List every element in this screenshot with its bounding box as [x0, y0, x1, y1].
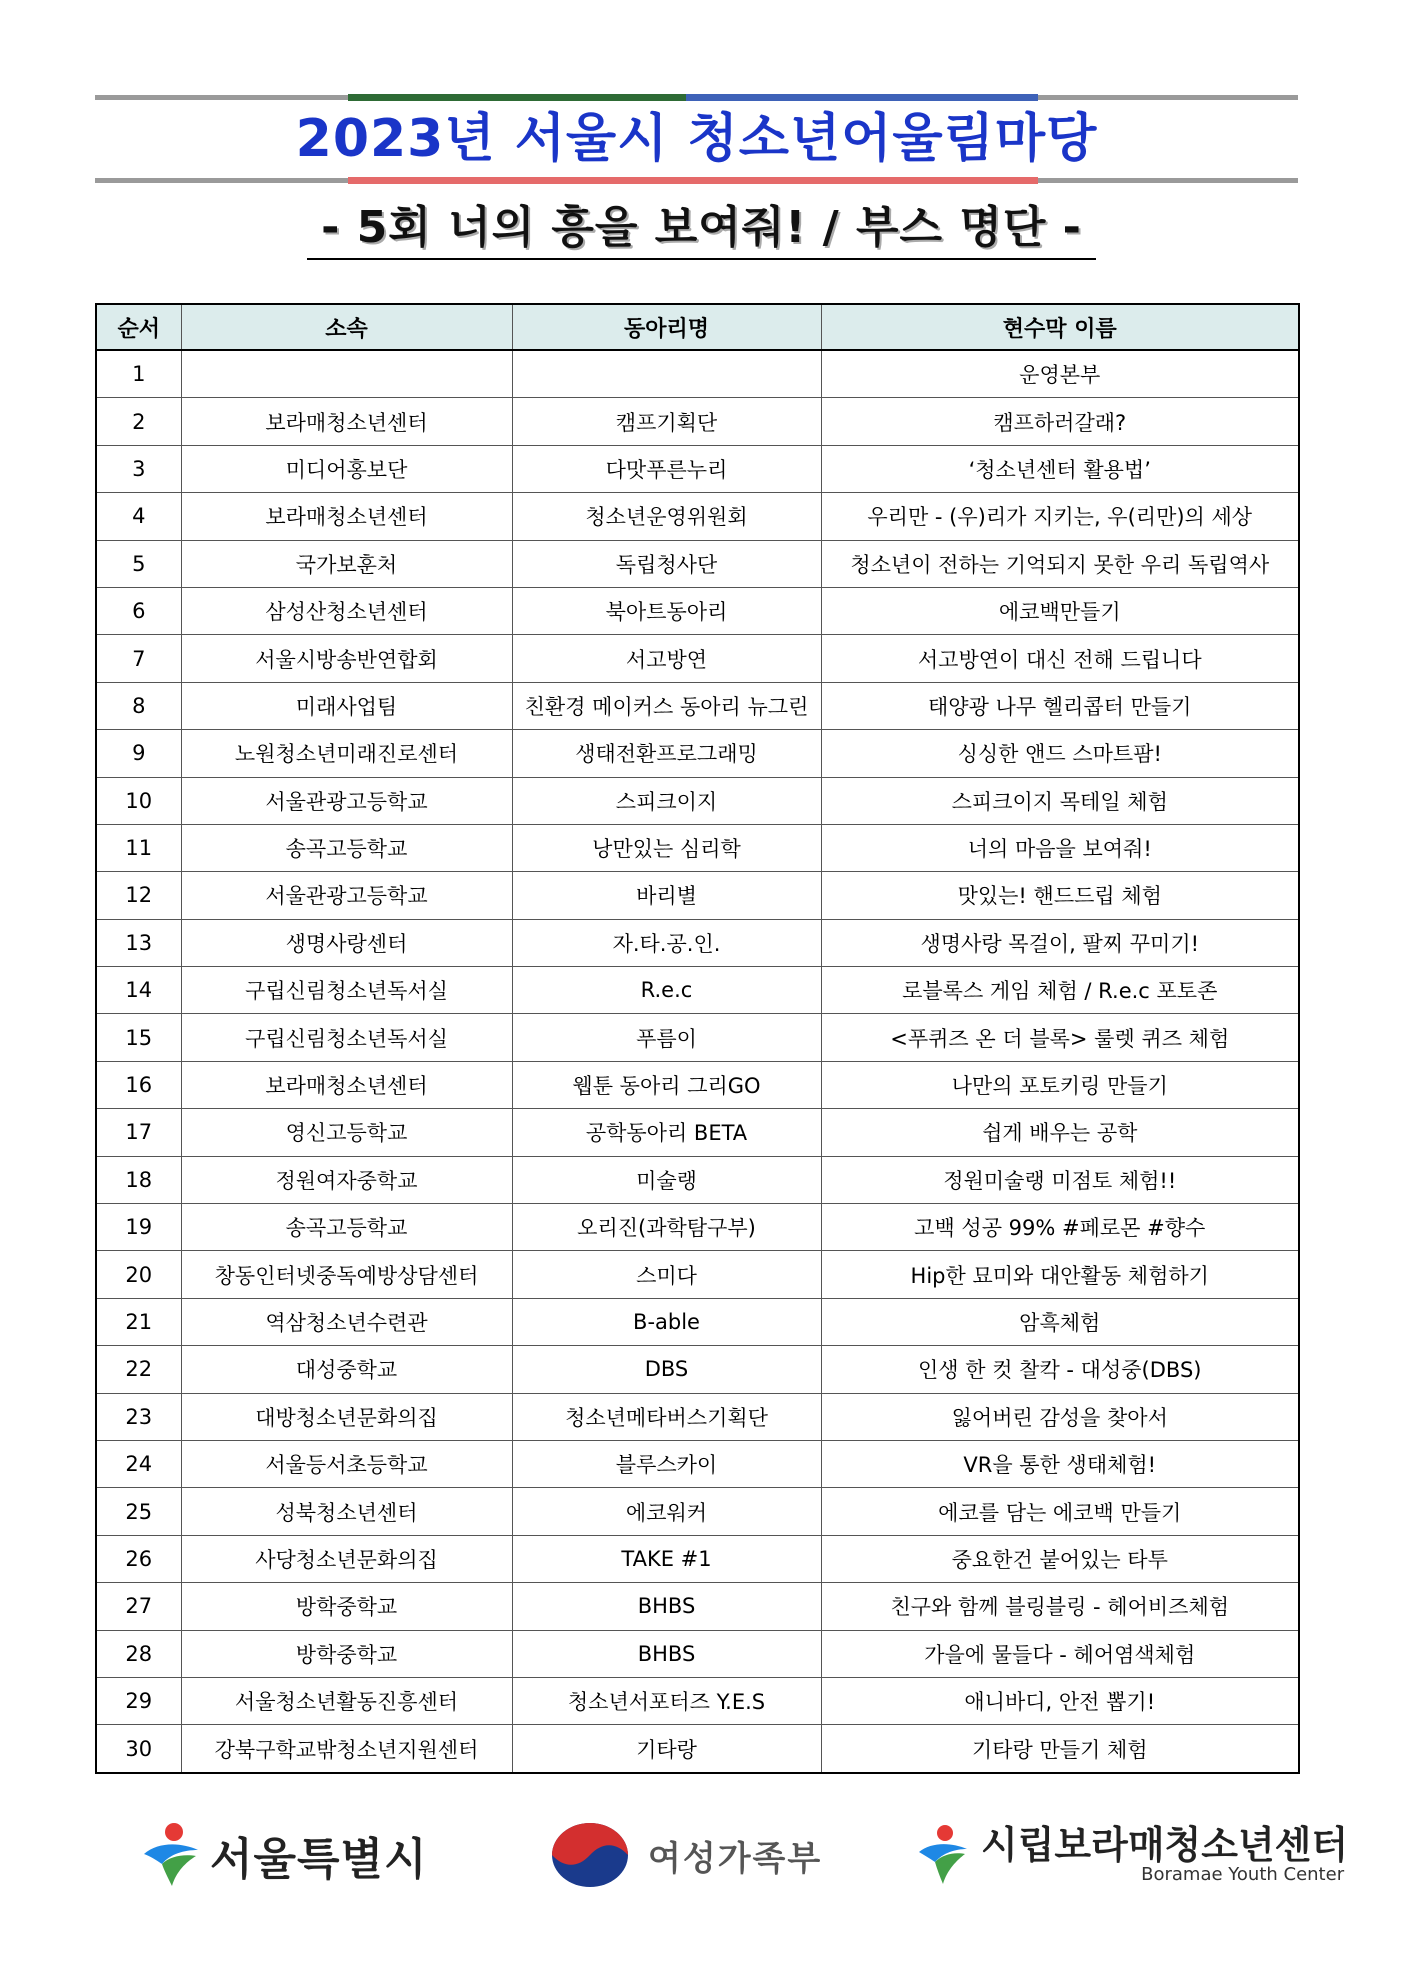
cell-club: 친환경 메이커스 동아리 뉴그린 [512, 682, 821, 729]
cell-order: 13 [96, 919, 181, 966]
cell-order: 29 [96, 1677, 181, 1724]
table-row [96, 872, 1299, 919]
column-header-club: 동아리명 [512, 304, 821, 350]
table-row [96, 1251, 1299, 1298]
cell-affiliation: 구립신림청소년독서실 [181, 1014, 512, 1061]
cell-order: 1 [96, 350, 181, 398]
cell-affiliation: 역삼청소년수련관 [181, 1298, 512, 1345]
cell-club: 생태전환프로그래밍 [512, 730, 821, 777]
cell-affiliation: 서울시방송반연합회 [181, 635, 512, 682]
cell-banner: 나만의 포토키링 만들기 [821, 1061, 1299, 1108]
table-row [96, 1488, 1299, 1535]
cell-order: 24 [96, 1440, 181, 1487]
table-row [96, 1677, 1299, 1724]
table-header-row [96, 304, 1299, 350]
cell-club: 바리별 [512, 872, 821, 919]
cell-banner: 애니바디, 안전 뽑기! [821, 1677, 1299, 1724]
cell-club: 다맛푸른누리 [512, 445, 821, 492]
table-row [96, 1298, 1299, 1345]
column-header-banner: 현수막 이름 [821, 304, 1299, 350]
mogef-logo [548, 1810, 822, 1900]
table-row [96, 1583, 1299, 1630]
cell-club: 에코워커 [512, 1488, 821, 1535]
cell-order: 17 [96, 1109, 181, 1156]
cell-club: R.e.c [512, 967, 821, 1014]
top-divider-blue [686, 94, 1038, 101]
cell-affiliation: 보라매청소년센터 [181, 1061, 512, 1108]
top-divider-green [348, 94, 686, 101]
cell-order: 2 [96, 398, 181, 445]
cell-club [512, 350, 821, 398]
table-row [96, 1346, 1299, 1393]
cell-club: 청소년서포터즈 Y.E.S [512, 1677, 821, 1724]
cell-club: 푸름이 [512, 1014, 821, 1061]
table-row [96, 777, 1299, 824]
cell-banner: 중요한건 붙어있는 타투 [821, 1535, 1299, 1582]
cell-banner: 운영본부 [821, 350, 1299, 398]
cell-order: 10 [96, 777, 181, 824]
cell-order: 22 [96, 1346, 181, 1393]
cell-banner: Hip한 묘미와 대안활동 체험하기 [821, 1251, 1299, 1298]
cell-club: 오리진(과학탐구부) [512, 1204, 821, 1251]
subtitle-container [0, 200, 1403, 260]
cell-banner: 캠프하러갈래? [821, 398, 1299, 445]
table-row [96, 1109, 1299, 1156]
cell-banner: 친구와 함께 블링블링 - 헤어비즈체험 [821, 1583, 1299, 1630]
table-row [96, 635, 1299, 682]
table-row [96, 967, 1299, 1014]
cell-club: 청소년운영위원회 [512, 493, 821, 540]
cell-order: 21 [96, 1298, 181, 1345]
bottom-divider-red [348, 177, 1038, 184]
cell-order: 12 [96, 872, 181, 919]
cell-affiliation: 방학중학교 [181, 1583, 512, 1630]
table-row [96, 350, 1299, 398]
cell-banner: 너의 마음을 보여줘! [821, 824, 1299, 871]
cell-club: 블루스카이 [512, 1440, 821, 1487]
cell-club: 서고방연 [512, 635, 821, 682]
cell-club: 북아트동아리 [512, 587, 821, 634]
cell-order: 25 [96, 1488, 181, 1535]
cell-club: 기타랑 [512, 1725, 821, 1773]
table-body [96, 350, 1299, 1773]
cell-banner: ‘청소년센터 활용법’ [821, 445, 1299, 492]
table-row [96, 1014, 1299, 1061]
cell-order: 4 [96, 493, 181, 540]
cell-club: 미술랭 [512, 1156, 821, 1203]
cell-banner: 암흑체험 [821, 1298, 1299, 1345]
cell-banner: 우리만 - (우)리가 지키는, 우(리만)의 세상 [821, 493, 1299, 540]
table-row [96, 1061, 1299, 1108]
cell-banner: 스피크이지 목테일 체험 [821, 777, 1299, 824]
mogef-logo-text: 여성가족부 [648, 1838, 823, 1879]
cell-affiliation: 생명사랑센터 [181, 919, 512, 966]
cell-banner: 정원미술랭 미점토 체험!! [821, 1156, 1299, 1203]
cell-club: 청소년메타버스기획단 [512, 1393, 821, 1440]
table-row [96, 919, 1299, 966]
cell-club: 독립청사단 [512, 540, 821, 587]
cell-order: 20 [96, 1251, 181, 1298]
cell-affiliation: 성북청소년센터 [181, 1488, 512, 1535]
cell-order: 27 [96, 1583, 181, 1630]
cell-affiliation [181, 350, 512, 398]
cell-club: BHBS [512, 1583, 821, 1630]
cell-order: 16 [96, 1061, 181, 1108]
cell-affiliation: 보라매청소년센터 [181, 398, 512, 445]
seoul-emblem-icon [140, 1820, 202, 1890]
table-row [96, 493, 1299, 540]
cell-club: 낭만있는 심리학 [512, 824, 821, 871]
taegeuk-icon [548, 1820, 632, 1890]
table-row [96, 1204, 1299, 1251]
cell-banner: 고백 성공 99% #페로몬 #향수 [821, 1204, 1299, 1251]
table-row [96, 682, 1299, 729]
cell-order: 9 [96, 730, 181, 777]
cell-affiliation: 사당청소년문화의집 [181, 1535, 512, 1582]
cell-affiliation: 서울등서초등학교 [181, 1440, 512, 1487]
cell-club: 캠프기획단 [512, 398, 821, 445]
boramae-logo-subtext: Boramae Youth Center [1141, 1863, 1345, 1885]
cell-club: 자.타.공.인. [512, 919, 821, 966]
booth-table [95, 303, 1300, 1774]
cell-club: 스피크이지 [512, 777, 821, 824]
cell-banner: <푸퀴즈 온 더 블록> 룰렛 퀴즈 체험 [821, 1014, 1299, 1061]
cell-order: 19 [96, 1204, 181, 1251]
cell-banner: 쉽게 배우는 공학 [821, 1109, 1299, 1156]
cell-banner: 맛있는! 핸드드립 체험 [821, 872, 1299, 919]
cell-affiliation: 국가보훈처 [181, 540, 512, 587]
cell-club: 스미다 [512, 1251, 821, 1298]
page-subtitle: - 5회 너의 흥을 보여줘! / 부스 명단 - [307, 200, 1096, 260]
cell-affiliation: 서울청소년활동진흥센터 [181, 1677, 512, 1724]
boramae-text-block [981, 1822, 1349, 1885]
cell-order: 23 [96, 1393, 181, 1440]
boramae-emblem-icon [915, 1822, 971, 1888]
cell-banner: 가을에 물들다 - 헤어염색체험 [821, 1630, 1299, 1677]
cell-order: 7 [96, 635, 181, 682]
table-row [96, 445, 1299, 492]
cell-banner: 에코를 담는 에코백 만들기 [821, 1488, 1299, 1535]
table-row [96, 824, 1299, 871]
cell-order: 11 [96, 824, 181, 871]
cell-affiliation: 구립신림청소년독서실 [181, 967, 512, 1014]
cell-affiliation: 방학중학교 [181, 1630, 512, 1677]
cell-banner: VR을 통한 생태체험! [821, 1440, 1299, 1487]
cell-order: 3 [96, 445, 181, 492]
cell-club: 웹툰 동아리 그리GO [512, 1061, 821, 1108]
column-header-affiliation: 소속 [181, 304, 512, 350]
boramae-logo-text: 시립보라매청소년센터 [981, 1822, 1349, 1867]
table-row [96, 1630, 1299, 1677]
cell-banner: 로블록스 게임 체험 / R.e.c 포토존 [821, 967, 1299, 1014]
table-row [96, 1535, 1299, 1582]
table-row [96, 1393, 1299, 1440]
cell-order: 14 [96, 967, 181, 1014]
cell-affiliation: 영신고등학교 [181, 1109, 512, 1156]
cell-banner: 잃어버린 감성을 찾아서 [821, 1393, 1299, 1440]
cell-order: 8 [96, 682, 181, 729]
cell-affiliation: 송곡고등학교 [181, 824, 512, 871]
cell-affiliation: 노원청소년미래진로센터 [181, 730, 512, 777]
page-title: 2023년 서울시 청소년어울림마당 [295, 109, 1098, 169]
boramae-logo [915, 1810, 1348, 1900]
cell-order: 30 [96, 1725, 181, 1773]
column-header-order: 순서 [96, 304, 181, 350]
cell-club: B-able [512, 1298, 821, 1345]
cell-affiliation: 창동인터넷중독예방상담센터 [181, 1251, 512, 1298]
cell-affiliation: 미디어홍보단 [181, 445, 512, 492]
cell-affiliation: 서울관광고등학교 [181, 777, 512, 824]
cell-banner: 에코백만들기 [821, 587, 1299, 634]
cell-order: 6 [96, 587, 181, 634]
cell-club: DBS [512, 1346, 821, 1393]
cell-affiliation: 강북구학교밖청소년지원센터 [181, 1725, 512, 1773]
cell-order: 5 [96, 540, 181, 587]
table-row [96, 730, 1299, 777]
cell-affiliation: 송곡고등학교 [181, 1204, 512, 1251]
cell-affiliation: 미래사업팀 [181, 682, 512, 729]
table-row [96, 587, 1299, 634]
cell-affiliation: 대성중학교 [181, 1346, 512, 1393]
cell-order: 26 [96, 1535, 181, 1582]
cell-banner: 청소년이 전하는 기억되지 못한 우리 독립역사 [821, 540, 1299, 587]
cell-affiliation: 대방청소년문화의집 [181, 1393, 512, 1440]
cell-order: 15 [96, 1014, 181, 1061]
table-row [96, 1725, 1299, 1773]
seoul-logo-text: 서울특별시 [210, 1834, 428, 1885]
cell-affiliation: 보라매청소년센터 [181, 493, 512, 540]
cell-banner: 기타랑 만들기 체험 [821, 1725, 1299, 1773]
cell-banner: 인생 한 컷 찰칵 - 대성중(DBS) [821, 1346, 1299, 1393]
table-row [96, 1156, 1299, 1203]
footer-logos [0, 1810, 1403, 1900]
cell-club: TAKE #1 [512, 1535, 821, 1582]
cell-affiliation: 정원여자중학교 [181, 1156, 512, 1203]
table-row [96, 398, 1299, 445]
cell-affiliation: 삼성산청소년센터 [181, 587, 512, 634]
seoul-logo [140, 1810, 428, 1900]
cell-order: 28 [96, 1630, 181, 1677]
cell-affiliation: 서울관광고등학교 [181, 872, 512, 919]
cell-club: BHBS [512, 1630, 821, 1677]
cell-banner: 서고방연이 대신 전해 드립니다 [821, 635, 1299, 682]
cell-club: 공학동아리 BETA [512, 1109, 821, 1156]
cell-banner: 싱싱한 앤드 스마트팜! [821, 730, 1299, 777]
table-row [96, 540, 1299, 587]
cell-order: 18 [96, 1156, 181, 1203]
cell-banner: 생명사랑 목걸이, 팔찌 꾸미기! [821, 919, 1299, 966]
cell-banner: 태양광 나무 헬리콥터 만들기 [821, 682, 1299, 729]
table-row [96, 1440, 1299, 1487]
